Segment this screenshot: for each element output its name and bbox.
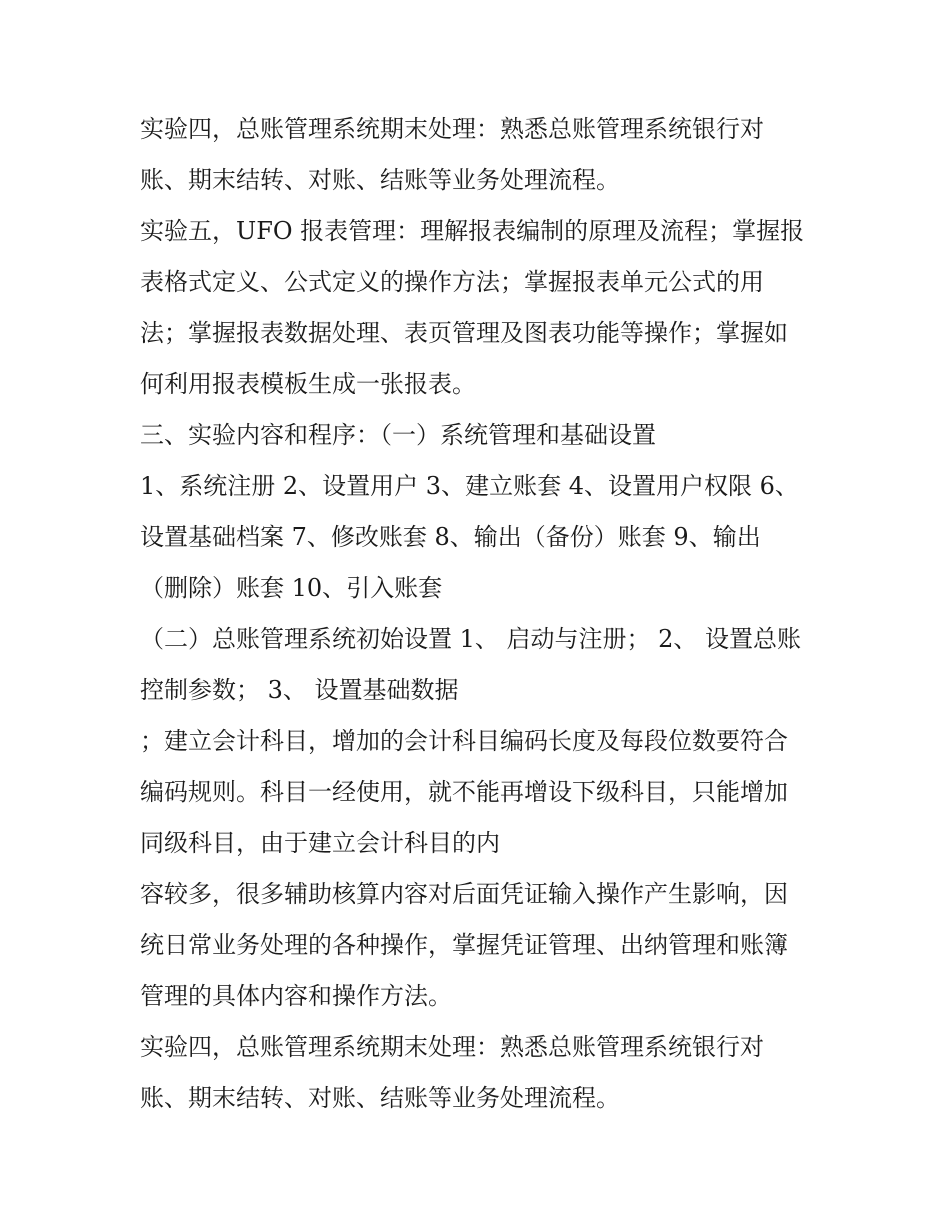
text-line: 表格式定义、公式定义的操作方法；掌握报表单元公式的用 (140, 268, 764, 296)
text-line: 法；掌握报表数据处理、表页管理及图表功能等操作；掌握如 (140, 319, 788, 347)
text-line: 实验五，UFO 报表管理：理解报表编制的原理及流程；掌握报 (140, 217, 805, 245)
text-line: 账、期末结转、对账、结账等业务处理流程。 (140, 1084, 620, 1112)
text-line: （二）总账管理系统初始设置 1、 启动与注册； 2、 设置总账 (140, 625, 802, 653)
text-line: 1、系统注册 2、设置用户 3、建立账套 4、设置用户权限 6、 (140, 472, 799, 500)
document-body (140, 104, 820, 1124)
text-line: ；建立会计科目，增加的会计科目编码长度及每段位数要符合 (140, 727, 788, 755)
text-line: 何利用报表模板生成一张报表。 (140, 370, 476, 398)
text-line: 设置基础档案 7、修改账套 8、输出（备份）账套 9、输出 (140, 523, 761, 551)
text-line: 容较多，很多辅助核算内容对后面凭证输入操作产生影响，因 (140, 880, 788, 908)
text-line: 控制参数； 3、 设置基础数据 (140, 676, 459, 704)
text-line: （删除）账套 10、引入账套 (140, 574, 443, 602)
text-line: 同级科目，由于建立会计科目的内 (140, 829, 500, 857)
text-line: 实验四，总账管理系统期末处理：熟悉总账管理系统银行对 (140, 115, 764, 143)
text-line: 编码规则。科目一经使用，就不能再增设下级科目，只能增加 (140, 778, 788, 806)
text-line: 实验四，总账管理系统期末处理：熟悉总账管理系统银行对 (140, 1033, 764, 1061)
text-line: 账、期末结转、对账、结账等业务处理流程。 (140, 166, 620, 194)
text-line: 统日常业务处理的各种操作，掌握凭证管理、出纳管理和账簿 (140, 931, 788, 959)
section-heading: 三、实验内容和程序：（一）系统管理和基础设置 (140, 421, 656, 449)
text-line: 管理的具体内容和操作方法。 (140, 982, 452, 1010)
